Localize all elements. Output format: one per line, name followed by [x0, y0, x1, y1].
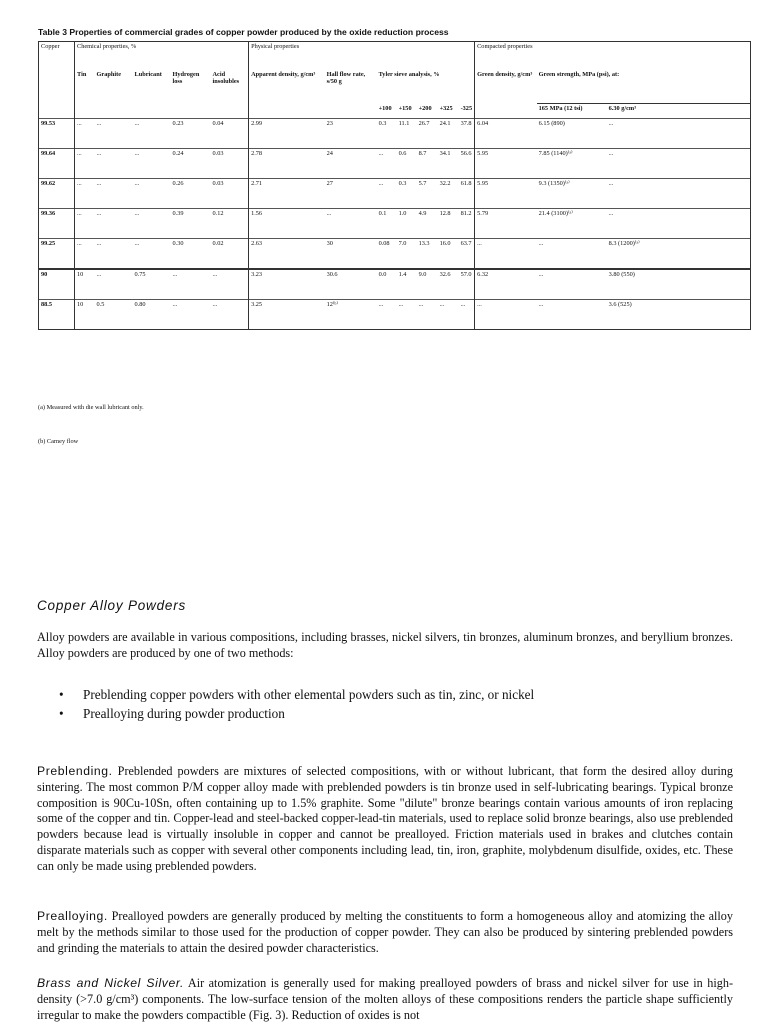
cell-s150: ...: [397, 300, 417, 330]
cell-lubricant: 0.75: [133, 269, 171, 300]
cell-copper: 99.53: [39, 119, 75, 149]
cell-green: 5.95: [475, 179, 537, 209]
cell-copper: 99.36: [39, 209, 75, 239]
cell-tin: ...: [75, 239, 95, 270]
cell-density: 2.71: [249, 179, 325, 209]
cell-s325: 24.1: [438, 119, 459, 149]
cell-hall: 30: [325, 239, 377, 270]
properties-table: [38, 41, 751, 330]
cell-gs1: ...: [537, 300, 607, 330]
cell-hloss: 0.30: [171, 239, 211, 270]
cell-hloss: ...: [171, 300, 211, 330]
cell-gs2: ...: [607, 119, 751, 149]
column-header-row: [39, 70, 751, 104]
cell-graphite: ...: [95, 149, 133, 179]
footnote-a: (a) Measured with die wall lubricant only.: [38, 404, 144, 411]
cell-lubricant: ...: [133, 239, 171, 270]
cell-hloss: 0.26: [171, 179, 211, 209]
cell-hall: 24: [325, 149, 377, 179]
list-item: • Prealloying during powder production: [59, 704, 534, 723]
cell-gs2: ...: [607, 179, 751, 209]
cell-s100: 0.3: [377, 119, 397, 149]
cell-density: 2.99: [249, 119, 325, 149]
cell-sm325: 63.7: [459, 239, 475, 270]
table-title: Table 3 Properties of commercial grades of copper powder produced by the oxide reduction process: [38, 27, 449, 37]
cell-s150: 0.6: [397, 149, 417, 179]
table-row: [39, 119, 751, 149]
cell-density: 3.23: [249, 269, 325, 300]
cell-s100: ...: [377, 179, 397, 209]
cell-density: 3.25: [249, 300, 325, 330]
col-tyler-sieve: Tyler sieve analysis, %: [378, 71, 440, 78]
methods-list: [59, 685, 534, 723]
cell-copper: 88.5: [39, 300, 75, 330]
cell-tin: ...: [75, 149, 95, 179]
cell-gs2: ...: [607, 209, 751, 239]
header-copper: Copper: [39, 42, 75, 71]
table-row: [39, 269, 751, 300]
cell-graphite: ...: [95, 119, 133, 149]
cell-s325: 32.6: [438, 269, 459, 300]
cell-copper: 99.25: [39, 239, 75, 270]
cell-lubricant: 0.80: [133, 300, 171, 330]
cell-acid: ...: [211, 269, 249, 300]
cell-green: 6.04: [475, 119, 537, 149]
cell-s325: 12.8: [438, 209, 459, 239]
cell-graphite: ...: [95, 269, 133, 300]
cell-s200: 26.7: [417, 119, 438, 149]
intro-paragraph: Alloy powders are available in various compositions, including brasses, nickel silvers, tin bronzes, aluminum bronzes, and beryllium bronzes. Alloy powders are produced by one of two methods:: [37, 630, 733, 660]
col-graphite: Graphite: [96, 71, 121, 78]
col-sieve-150: +150: [398, 104, 412, 112]
cell-gs1: 7.85 (1140)⁽ᵃ⁾: [537, 149, 607, 179]
cell-s325: 32.2: [438, 179, 459, 209]
cell-s100: 0.1: [377, 209, 397, 239]
cell-acid: 0.02: [211, 239, 249, 270]
cell-lubricant: ...: [133, 209, 171, 239]
cell-s200: ...: [417, 300, 438, 330]
col-acid-insolubles: Acid insolubles: [212, 71, 240, 85]
cell-hall: 12⁽ᵇ⁾: [325, 300, 377, 330]
cell-s150: 7.0: [397, 239, 417, 270]
cell-sm325: ...: [459, 300, 475, 330]
cell-s325: 34.1: [438, 149, 459, 179]
brass-label: Brass and Nickel Silver.: [37, 976, 185, 990]
cell-graphite: ...: [95, 209, 133, 239]
cell-gs2: 3.80 (550): [607, 269, 751, 300]
cell-s100: 0.0: [377, 269, 397, 300]
cell-acid: 0.03: [211, 179, 249, 209]
table-row: [39, 209, 751, 239]
cell-green: 6.32: [475, 269, 537, 300]
cell-copper: 90: [39, 269, 75, 300]
cell-graphite: 0.5: [95, 300, 133, 330]
section-heading: Copper Alloy Powders: [37, 598, 187, 613]
table-row: [39, 149, 751, 179]
cell-hall: 30.6: [325, 269, 377, 300]
cell-s200: 5.7: [417, 179, 438, 209]
col-sieve-100: +100: [378, 104, 392, 112]
header-chemical: Chemical properties, %: [75, 42, 249, 71]
cell-s200: 13.3: [417, 239, 438, 270]
cell-green: 5.79: [475, 209, 537, 239]
cell-hall: 27: [325, 179, 377, 209]
cell-copper: 99.62: [39, 179, 75, 209]
cell-tin: ...: [75, 179, 95, 209]
cell-s150: 1.0: [397, 209, 417, 239]
preblending-paragraph: [37, 764, 733, 875]
cell-hloss: ...: [171, 269, 211, 300]
cell-graphite: ...: [95, 179, 133, 209]
cell-green: ...: [475, 300, 537, 330]
cell-sm325: 81.2: [459, 209, 475, 239]
cell-gs1: 9.3 (1350)⁽ᵃ⁾: [537, 179, 607, 209]
cell-acid: ...: [211, 300, 249, 330]
cell-sm325: 57.0: [459, 269, 475, 300]
table-row: [39, 300, 751, 330]
cell-s325: ...: [438, 300, 459, 330]
cell-s150: 11.1: [397, 119, 417, 149]
cell-acid: 0.12: [211, 209, 249, 239]
header-compacted: Compacted properties: [475, 42, 751, 71]
cell-density: 1.56: [249, 209, 325, 239]
preblending-label: Preblending.: [37, 764, 113, 778]
group-header-row: [39, 42, 751, 71]
col-hall-flow: Hall flow rate, s/50 g: [326, 71, 366, 85]
col-sieve-200: +200: [418, 104, 432, 112]
cell-density: 2.63: [249, 239, 325, 270]
preblending-text: Preblended powders are mixtures of selected compositions, with or without lubricant, that form the desired alloy during sintering. The most common P/M copper alloy made with preblended powders is tin bronze used in self-lubricating bearings. Typical bronze composition is 90Cu-10Sn, often containing up to 1.5% graphite. Some "dilute" bronze bearings contain various amounts of iron replacing some of the copper and tin. Copper-lead and steel-backed copper-lead-tin materials, used to replace solid bronze bearings, also use preblended powders because lead is virtually insoluble in copper and cannot be prealloyed. Friction materials used in brakes and clutches contain disparate materials such as copper with several other components including lead, tin, iron, graphite, molybdenum disulfide, oxides, etc. These can only be made using preblended powders.: [37, 764, 733, 873]
table-row: [39, 239, 751, 270]
cell-gs2: ...: [607, 149, 751, 179]
col-sieve-minus-325: -325: [460, 104, 473, 112]
cell-gs1: ...: [537, 239, 607, 270]
cell-tin: 10: [75, 269, 95, 300]
cell-s325: 16.0: [438, 239, 459, 270]
col-gs-630: 6.30 g/cm³: [607, 104, 751, 119]
cell-gs1: ...: [537, 269, 607, 300]
brass-paragraph: [37, 976, 733, 1023]
cell-hall: ...: [325, 209, 377, 239]
cell-sm325: 37.8: [459, 119, 475, 149]
cell-green: ...: [475, 239, 537, 270]
cell-lubricant: ...: [133, 119, 171, 149]
col-green-density: Green density, g/cm³: [475, 70, 537, 104]
cell-hloss: 0.24: [171, 149, 211, 179]
cell-s200: 8.7: [417, 149, 438, 179]
cell-s150: 0.3: [397, 179, 417, 209]
cell-s100: ...: [377, 149, 397, 179]
cell-s100: 0.08: [377, 239, 397, 270]
col-lubricant: Lubricant: [134, 71, 162, 78]
cell-gs1: 6.15 (890): [537, 119, 607, 149]
cell-graphite: ...: [95, 239, 133, 270]
table-row: [39, 179, 751, 209]
cell-lubricant: ...: [133, 149, 171, 179]
cell-s200: 4.9: [417, 209, 438, 239]
cell-hloss: 0.39: [171, 209, 211, 239]
col-hydrogen-loss: Hydrogen loss: [172, 71, 200, 85]
cell-tin: ...: [75, 209, 95, 239]
cell-green: 5.95: [475, 149, 537, 179]
prealloying-text: Prealloyed powders are generally produced by melting the constituents to form a homogeneous alloy and atomizing the alloy melt by the methods similar to those used for the production of copper powder. They can also be produced by sintering preblended powders and grinding the materials to attain the desired powder characteristics.: [37, 909, 733, 955]
col-apparent-density: Apparent density, g/cm³: [249, 70, 325, 104]
cell-density: 2.78: [249, 149, 325, 179]
footnote-b: (b) Carney flow: [38, 438, 79, 445]
cell-s100: ...: [377, 300, 397, 330]
cell-acid: 0.03: [211, 149, 249, 179]
col-gs-165: 165 MPa (12 tsi): [537, 104, 607, 119]
cell-gs1: 21.4 (3100)⁽ᵃ⁾: [537, 209, 607, 239]
cell-acid: 0.04: [211, 119, 249, 149]
prealloying-paragraph: [37, 909, 733, 956]
cell-s200: 9.0: [417, 269, 438, 300]
cell-gs2: 8.3 (1200)⁽ᵃ⁾: [607, 239, 751, 270]
list-item: • Preblending copper powders with other elemental powders such as tin, zinc, or nickel: [59, 685, 534, 704]
brass-text: Air atomization is generally used for making prealloyed powders of brass and nickel silver for use in high-density (>7.0 g/cm³) components. The low-surface tension of the molten alloys of these compositions renders the particle shape sufficiently irregular to make the powders compactible (Fig. 3). Reduction of oxides is not: [37, 976, 733, 1022]
prealloying-label: Prealloying.: [37, 909, 108, 923]
header-physical: Physical properties: [249, 42, 377, 71]
sub-header-row: [39, 104, 751, 119]
cell-tin: ...: [75, 119, 95, 149]
cell-gs2: 3.6 (525): [607, 300, 751, 330]
cell-copper: 99.64: [39, 149, 75, 179]
col-tin: Tin: [75, 70, 95, 104]
cell-lubricant: ...: [133, 179, 171, 209]
cell-sm325: 56.6: [459, 149, 475, 179]
col-green-strength: Green strength, MPa (psi), at:: [537, 70, 751, 104]
cell-tin: 10: [75, 300, 95, 330]
cell-s150: 1.4: [397, 269, 417, 300]
cell-hall: 23: [325, 119, 377, 149]
cell-sm325: 61.8: [459, 179, 475, 209]
col-sieve-325: +325: [439, 104, 453, 112]
cell-hloss: 0.23: [171, 119, 211, 149]
